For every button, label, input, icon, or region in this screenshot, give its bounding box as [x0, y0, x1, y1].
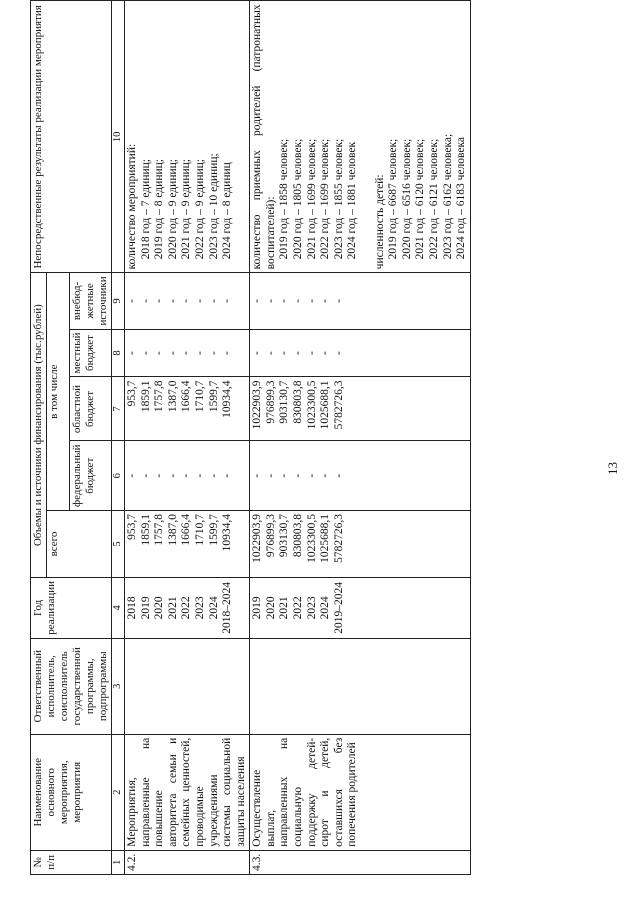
local-cell: - - - - - - - -	[125, 329, 250, 377]
col-number: 7	[111, 377, 124, 441]
col-number: 3	[111, 638, 124, 734]
header-federal: федеральный бюджет	[69, 441, 111, 511]
col-number: 5	[111, 511, 124, 578]
header-extra: внебюд-жетные источники	[69, 273, 111, 329]
table-row	[125, 1, 250, 875]
header-total: всего	[46, 511, 111, 578]
page-number: 13	[605, 462, 620, 475]
measure-name: Осуществление выплат, направленных на социальную поддержку детей-сирот и детей, оставшихся без попечения родителей	[250, 734, 470, 850]
col-number: 6	[111, 441, 124, 511]
header-name: Наименование основного мероприятия, мероприятия	[31, 734, 112, 850]
col-number: 9	[111, 273, 124, 329]
col-number: 4	[111, 578, 124, 639]
table-row	[250, 1, 470, 875]
total-cell: 953,7 1859,1 1757,8 1387,0 1666,4 1710,7 1599,7 10934,4	[125, 511, 250, 578]
regional-cell: 953,7 1859,1 1757,8 1387,0 1666,4 1710,7 1599,7 10934,4	[125, 377, 250, 441]
header-num: № п/п	[31, 850, 112, 874]
results-intro: численность детей:	[373, 174, 386, 270]
results-cell: количество приемных родителей (патронатных воспитателей): 2019 год – 1858 человек; 2020 год – 1805 человек; 2021 год – 1699 человек; 2022 год – 1699 человек; 2023 год – 1855 человек; 2024 год – 1881 человек численность детей: 2019 год – 6687 человек; 2020 год – 6516 человек; 2021 год – 6120 человек; 2022 год – 6121 человек; 2023 год – 6162 человека; 2024 год – 6183 человека	[250, 1, 470, 273]
year-cell: 2019 2020 2021 2022 2023 2024 2019–2024	[250, 578, 470, 639]
header-executor: Ответственный исполнитель, соисполнитель государственной программы, подпрограммы	[31, 638, 112, 734]
row-number: 4.2.	[125, 850, 250, 874]
header-year: Год реализации	[31, 578, 112, 639]
federal-cell: - - - - - - - -	[125, 441, 250, 511]
executor-cell	[250, 638, 470, 734]
col-number: 8	[111, 329, 124, 377]
col-number: 1	[111, 850, 124, 874]
federal-cell: - - - - - - -	[250, 441, 470, 511]
header-regional: областной бюджет	[69, 377, 111, 441]
header-results: Непосредственные результаты реализации мероприятия	[31, 1, 112, 273]
results-intro: количество приемных родителей (патронатных воспитателей):	[251, 4, 277, 270]
header-local: местный бюджет	[69, 329, 111, 377]
extra-cell: - - - - - - -	[250, 273, 470, 329]
col-number: 2	[111, 734, 124, 850]
local-cell: - - - - - - -	[250, 329, 470, 377]
extra-cell: - - - - - - - -	[125, 273, 250, 329]
executor-cell	[125, 638, 250, 734]
header-funding: Объемы и источники финансирования (тыс.рублей)	[31, 273, 47, 578]
total-cell: 1022903,9 976899,3 903130,7 830803,8 1023300,5 1025688,1 5782726,3	[250, 511, 470, 578]
row-number: 4.3.	[250, 850, 470, 874]
measure-name: Мероприятия, направленные на повышение авторитета семьи и семейных ценностей, проводимые учреждениями системы социальной защиты населения	[125, 734, 250, 850]
header-including: в том числе	[46, 273, 69, 511]
column-number-row	[111, 1, 124, 875]
year-cell: 2018 2019 2020 2021 2022 2023 2024 2018–2024	[125, 578, 250, 639]
program-table	[30, 0, 471, 875]
results-cell: количество мероприятий: 2018 год – 7 единиц; 2019 год – 8 единиц; 2020 год – 9 единиц; 2021 год – 9 единиц; 2022 год – 9 единиц; 2023 год – 10 единиц; 2024 год – 8 единиц	[125, 1, 250, 273]
regional-cell: 1022903,9 976899,3 903130,7 830803,8 1023300,5 1025688,1 5782726,3	[250, 377, 470, 441]
col-number: 10	[111, 1, 124, 273]
